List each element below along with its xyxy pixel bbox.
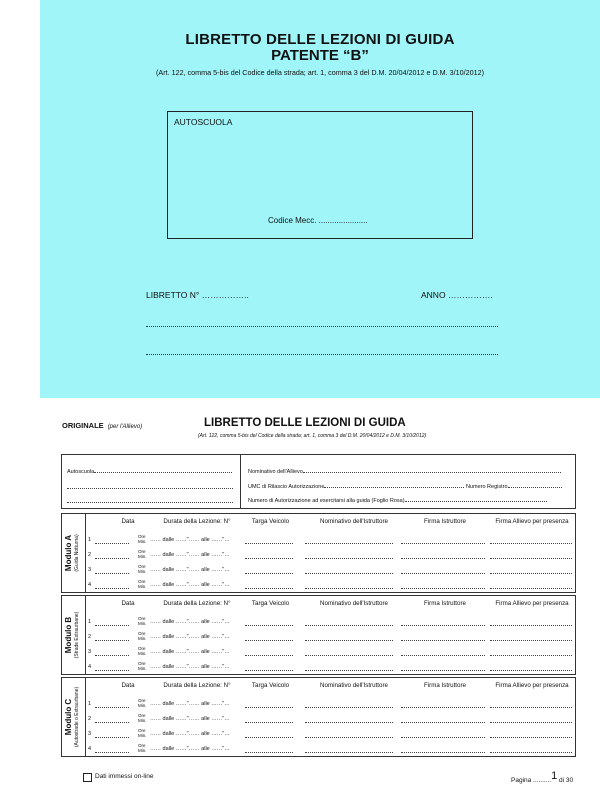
time-range[interactable]: …… dalle ……"…… alle ……"… (150, 716, 230, 722)
istruttore-field[interactable] (305, 568, 393, 574)
ore-min-label: Ore Min. (138, 661, 147, 671)
lesson-row[interactable] (88, 534, 573, 548)
date-field[interactable] (95, 717, 129, 723)
libretto-number-label: LIBRETTO N° …………….. (146, 290, 249, 300)
date-field[interactable] (95, 583, 129, 589)
time-range[interactable]: …… dalle ……"…… alle ……"… (150, 567, 230, 573)
date-field[interactable] (95, 568, 129, 574)
time-range[interactable]: …… dalle ……"…… alle ……"… (150, 731, 230, 737)
form-title: LIBRETTO DELLE LEZIONI DI GUIDA (204, 417, 406, 429)
ore-min-label: Ore Min. (138, 616, 147, 626)
time-range[interactable]: …… dalle ……"…… alle ……"… (150, 537, 230, 543)
module-subtitle: (Guida Notturna) (74, 534, 80, 572)
date-field[interactable] (95, 635, 129, 641)
row-number: 2 (88, 634, 92, 640)
column-header-firma-allievo: Firma Allievo per presenza (495, 600, 569, 607)
time-range[interactable]: …… dalle ……"…… alle ……"… (150, 552, 230, 558)
ore-min-label: Ore Min. (138, 549, 147, 559)
targa-field[interactable] (245, 747, 293, 753)
istruttore-field[interactable] (305, 747, 393, 753)
firma-allievo-field[interactable] (490, 665, 572, 671)
lesson-row[interactable] (88, 698, 573, 712)
module-side-label (62, 514, 86, 592)
time-range[interactable]: …… dalle ……"…… alle ……"… (150, 701, 230, 707)
firma-istruttore-field[interactable] (401, 717, 485, 723)
column-header-targa: Targa Veicolo (251, 600, 290, 607)
lesson-row[interactable] (88, 646, 573, 660)
column-header-durata: Durata della Lezione: N° (163, 682, 231, 689)
firma-allievo-field[interactable] (490, 583, 572, 589)
date-field[interactable] (95, 702, 129, 708)
targa-field[interactable] (245, 553, 293, 559)
firma-istruttore-field[interactable] (401, 665, 485, 671)
row-number: 1 (88, 701, 92, 707)
lesson-row[interactable] (88, 549, 573, 563)
module-subtitle: (Autostrade o Extraurbane) (74, 686, 80, 748)
time-range[interactable]: …… dalle ……"…… alle ……"… (150, 582, 230, 588)
ore-min-label: Ore Min. (138, 713, 147, 723)
dotted-line-1 (146, 316, 498, 327)
lesson-row[interactable] (88, 564, 573, 578)
column-header-firma-istruttore: Firma Istruttore (424, 518, 466, 525)
ore-min-label: Ore Min. (138, 534, 147, 544)
codice-mecc-label: Codice Mecc. ...................... (268, 216, 368, 225)
istruttore-field[interactable] (305, 717, 393, 723)
row-number: 3 (88, 731, 92, 737)
firma-allievo-field[interactable] (490, 553, 572, 559)
time-range[interactable]: …… dalle ……"…… alle ……"… (150, 619, 230, 625)
istruttore-field[interactable] (305, 635, 393, 641)
row-number: 2 (88, 716, 92, 722)
time-range[interactable]: …… dalle ……"…… alle ……"… (150, 664, 230, 670)
originale-label: ORIGINALE (per l'Allievo) (62, 421, 143, 430)
module-table (61, 595, 576, 675)
cover-panel (40, 0, 600, 398)
time-range[interactable]: …… dalle ……"…… alle ……"… (150, 649, 230, 655)
lesson-row[interactable] (88, 631, 573, 645)
column-header-istruttore: Nominativo dell'Istruttore (320, 518, 388, 525)
module-side-label (62, 678, 86, 756)
firma-istruttore-field[interactable] (401, 583, 485, 589)
targa-field[interactable] (245, 702, 293, 708)
module-name: Modulo C (64, 698, 73, 736)
autoscuola-field-line2 (67, 482, 233, 491)
firma-istruttore-field[interactable] (401, 620, 485, 626)
date-field[interactable] (95, 747, 129, 753)
istruttore-field[interactable] (305, 665, 393, 671)
lesson-row[interactable] (88, 579, 573, 593)
autoscuola-label: AUTOSCUOLA (174, 117, 233, 127)
numero-registro-label: Numero Registro (465, 484, 508, 490)
column-header-targa: Targa Veicolo (251, 682, 290, 689)
ore-min-label: Ore Min. (138, 564, 147, 574)
time-range[interactable]: …… dalle ……"…… alle ……"… (150, 746, 230, 752)
autoscuola-field-line3 (67, 496, 233, 505)
page-number: 1 (551, 770, 558, 782)
firma-istruttore-field[interactable] (401, 747, 485, 753)
targa-field[interactable] (245, 665, 293, 671)
firma-allievo-field[interactable] (490, 732, 572, 738)
lesson-row[interactable] (88, 728, 573, 742)
firma-allievo-field[interactable] (490, 702, 572, 708)
istruttore-field[interactable] (305, 732, 393, 738)
targa-field[interactable] (245, 732, 293, 738)
firma-allievo-field[interactable] (490, 635, 572, 641)
targa-field[interactable] (245, 568, 293, 574)
row-number: 1 (88, 619, 92, 625)
firma-allievo-field[interactable] (490, 620, 572, 626)
lesson-row[interactable] (88, 743, 573, 757)
firma-istruttore-field[interactable] (401, 732, 485, 738)
column-header-data: Data (121, 600, 135, 607)
targa-field[interactable] (245, 620, 293, 626)
online-label: Dati immessi on-line (95, 773, 154, 780)
column-header-istruttore: Nominativo dell'Istruttore (320, 682, 388, 689)
ore-min-label: Ore Min. (138, 646, 147, 656)
anno-label: ANNO ……………. (421, 290, 493, 300)
module-name: Modulo A (64, 534, 73, 572)
column-header-durata: Durata della Lezione: N° (163, 600, 231, 607)
istruttore-field[interactable] (305, 538, 393, 544)
firma-istruttore-field[interactable] (401, 568, 485, 574)
column-header-firma-istruttore: Firma Istruttore (424, 600, 466, 607)
row-number: 4 (88, 746, 92, 752)
lesson-row[interactable] (88, 713, 573, 727)
targa-field[interactable] (245, 717, 293, 723)
date-field[interactable] (95, 620, 129, 626)
column-header-firma-allievo: Firma Allievo per presenza (495, 682, 569, 689)
row-number: 3 (88, 649, 92, 655)
column-header-firma-istruttore: Firma Istruttore (424, 682, 466, 689)
date-field[interactable] (95, 650, 129, 656)
autoscuola-field: Autoscuola (67, 466, 232, 475)
nominativo-allievo-field: Nominativo dell'Allievo (248, 466, 561, 475)
date-field[interactable] (95, 553, 129, 559)
online-checkbox[interactable] (83, 773, 92, 782)
info-divider (240, 455, 241, 508)
column-header-durata: Durata della Lezione: N° (163, 518, 231, 525)
date-field[interactable] (95, 732, 129, 738)
firma-allievo-field[interactable] (490, 650, 572, 656)
info-box (61, 454, 576, 509)
module-side-label (62, 596, 86, 674)
firma-allievo-field[interactable] (490, 568, 572, 574)
cover-title: LIBRETTO DELLE LEZIONI DI GUIDA (185, 31, 455, 48)
targa-field[interactable] (245, 583, 293, 589)
module-table (61, 513, 576, 593)
form-subtitle: (Art. 122, comma 5-bis del Codice della strada; art. 1, comma 3 del D.M. 20/04/2012 e D.M. 3/10/2012) (198, 433, 427, 439)
module-name: Modulo B (64, 616, 73, 654)
umc-field: UMC di Rilascio Autorizzazione Numero Registro (248, 481, 562, 490)
column-header-istruttore: Nominativo dell'Istruttore (320, 600, 388, 607)
istruttore-field[interactable] (305, 553, 393, 559)
targa-field[interactable] (245, 650, 293, 656)
row-number: 4 (88, 582, 92, 588)
row-number: 3 (88, 567, 92, 573)
time-range[interactable]: …… dalle ……"…… alle ……"… (150, 634, 230, 640)
firma-allievo-field[interactable] (490, 747, 572, 753)
date-field[interactable] (95, 665, 129, 671)
row-number: 2 (88, 552, 92, 558)
ore-min-label: Ore Min. (138, 698, 147, 708)
istruttore-field[interactable] (305, 702, 393, 708)
column-header-data: Data (121, 518, 135, 525)
numero-autorizzazione-field: Numero di Autorizzazione ad esercitarsi alla guida (Foglio Rosa) (248, 495, 547, 504)
istruttore-field[interactable] (305, 650, 393, 656)
module-subtitle: (Strade Extraurbane) (74, 611, 80, 659)
ore-min-label: Ore Min. (138, 728, 147, 738)
date-field[interactable] (95, 538, 129, 544)
firma-istruttore-field[interactable] (401, 553, 485, 559)
firma-istruttore-field[interactable] (401, 635, 485, 641)
autoscuola-box (167, 111, 473, 239)
lesson-row[interactable] (88, 616, 573, 630)
page-indicator: Pagina ..........1 di 30 (511, 770, 574, 784)
column-header-targa: Targa Veicolo (251, 518, 290, 525)
targa-field[interactable] (245, 538, 293, 544)
module-table (61, 677, 576, 757)
row-number: 1 (88, 537, 92, 543)
lesson-row[interactable] (88, 661, 573, 675)
firma-allievo-field[interactable] (490, 538, 572, 544)
firma-istruttore-field[interactable] (401, 702, 485, 708)
per-allievo-label: (per l'Allievo) (107, 424, 143, 430)
ore-min-label: Ore Min. (138, 743, 147, 753)
istruttore-field[interactable] (305, 583, 393, 589)
cover-subtitle: (Art. 122, comma 5-bis del Codice della strada; art. 1, comma 3 del D.M. 20/04/2012 e D.M. 3/10/2012) (156, 68, 484, 77)
column-header-firma-allievo: Firma Allievo per presenza (495, 518, 569, 525)
istruttore-field[interactable] (305, 620, 393, 626)
column-header-data: Data (121, 682, 135, 689)
firma-istruttore-field[interactable] (401, 538, 485, 544)
firma-allievo-field[interactable] (490, 717, 572, 723)
dotted-line-2 (146, 344, 498, 355)
cover-patente: PATENTE “B” (271, 47, 369, 64)
ore-min-label: Ore Min. (138, 631, 147, 641)
row-number: 4 (88, 664, 92, 670)
firma-istruttore-field[interactable] (401, 650, 485, 656)
ore-min-label: Ore Min. (138, 579, 147, 589)
targa-field[interactable] (245, 635, 293, 641)
